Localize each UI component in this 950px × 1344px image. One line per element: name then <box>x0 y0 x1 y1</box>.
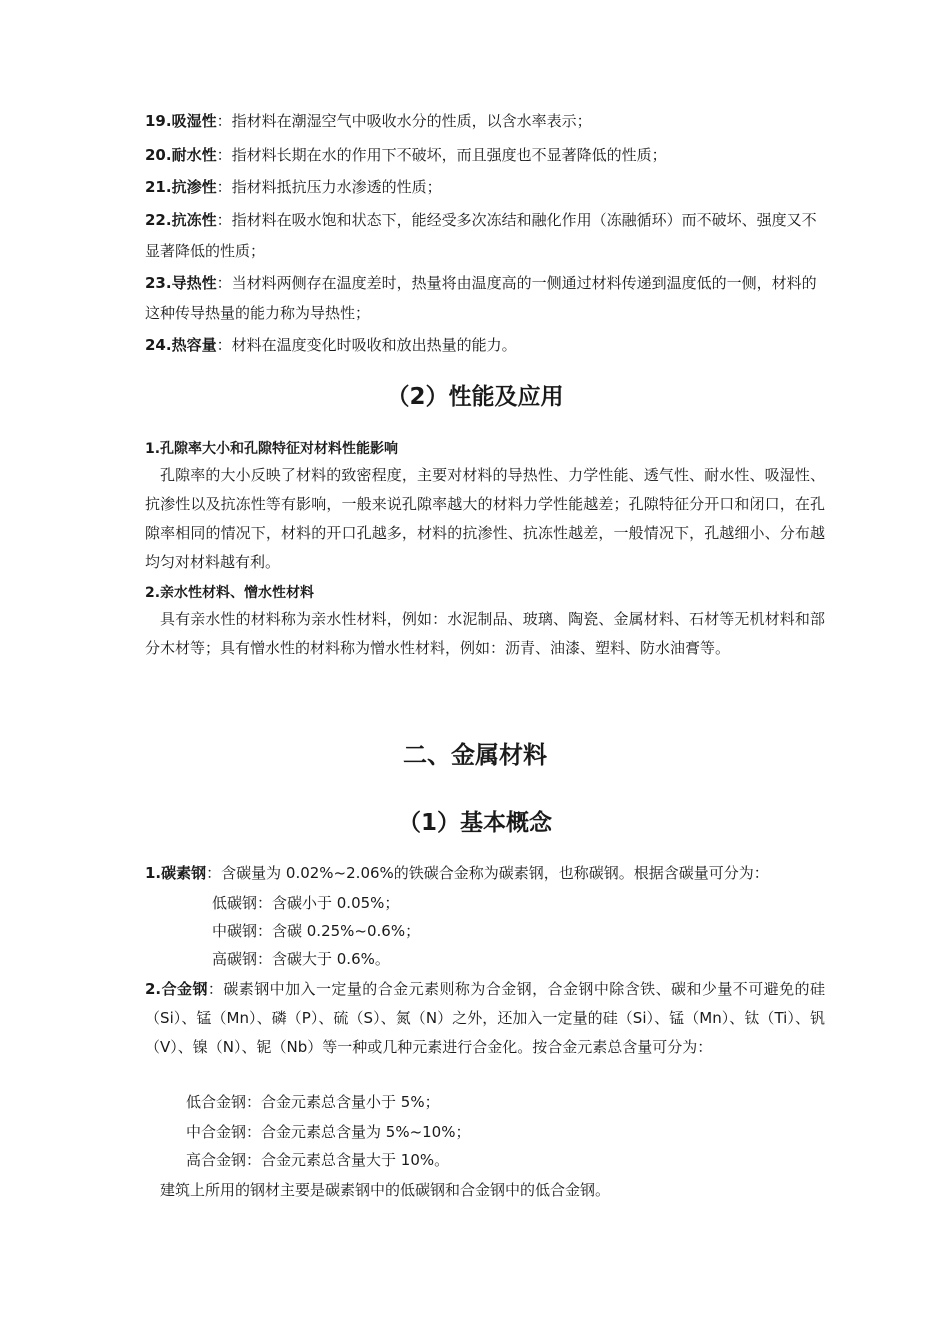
definition-text: ：当材料两侧存在温度差时，热量将由温度高的一侧通过材料传递到温度低的一侧，材料的这种传导热量的能力称为导热性； <box>145 274 817 322</box>
definition-term: 24.热容量 <box>145 336 217 354</box>
carbon-steel-definition <box>145 859 825 887</box>
definition-text: ：指材料抵抗压力水渗透的性质； <box>216 178 442 196</box>
definition-term: 22.抗冻性 <box>145 211 217 229</box>
carbon-low-item: 低碳钢：含碳小于 0.05%； <box>212 894 400 912</box>
carbon-mid-item: 中碳钢：含碳 0.25%~0.6%； <box>212 922 421 940</box>
hydrophilic-paragraph: 具有亲水性的材料称为亲水性材料，例如：水泥制品、玻璃、陶瓷、金属材料、石材等无机材料和部分木材等；具有憎水性的材料称为憎水性材料，例如：沥青、油漆、塑料、防水油膏等。 <box>145 610 825 657</box>
alloy-high-item: 高合金钢：合金元素总含量大于 10%。 <box>186 1151 450 1169</box>
alloy-mid-item: 中合金钢：合金元素总含量为 5%~10%； <box>186 1123 471 1141</box>
definition-text: ：指材料长期在水的作用下不破坏，而且强度也不显著降低的性质； <box>216 146 667 164</box>
section-title-performance: （2）性能及应用 <box>386 384 564 410</box>
definition-term: 20.耐水性 <box>145 146 217 164</box>
definition-20 <box>145 141 825 169</box>
definition-text: ：指材料在吸水饱和状态下，能经受多次冻结和融化作用（冻融循环）而不破坏、强度又不显著降低的性质； <box>145 211 817 260</box>
alloy-steel-text: ：碳素钢中加入一定量的合金元素则称为合金钢，合金钢中除含铁、碳和少量不可避免的硅（Si）、锰（Mn）、磷（P）、硫（S）、氮（N）之外，还加入一定量的硅（Si）、锰（Mn）、钛（Ti）、钒（V）、镍（N）、铌（Nb）等一种或几种元素进行合金化。按合金元素总含量可分为： <box>145 980 825 1056</box>
definition-21 <box>145 173 825 201</box>
carbon-high-item: 高碳钢：含碳大于 0.6%。 <box>212 950 390 968</box>
closing-sentence: 建筑上所用的钢材主要是碳素钢中的低碳钢和合金钢中的低合金钢。 <box>160 1181 611 1199</box>
alloy-steel-term: 2.合金钢 <box>145 980 208 998</box>
alloy-low-item: 低合金钢：合金元素总含量小于 5%； <box>186 1093 440 1111</box>
hydrophilic-heading: 2.亲水性材料、憎水性材料 <box>145 585 315 601</box>
definition-text: ：材料在温度变化时吸收和放出热量的能力。 <box>216 336 517 354</box>
definition-24 <box>145 331 825 359</box>
pore-heading: 1.孔隙率大小和孔隙特征对材料性能影响 <box>145 441 399 457</box>
section-title-basic: （1）基本概念 <box>397 810 552 836</box>
alloy-steel-definition <box>145 975 825 1062</box>
definition-term: 19.吸湿性 <box>145 112 217 130</box>
pore-paragraph: 孔隙率的大小反映了材料的致密程度，主要对材料的导热性、力学性能、透气性、耐水性、吸湿性、抗渗性以及抗冻性等有影响，一般来说孔隙率越大的材料力学性能越差；孔隙特征分开口和闭口，在孔隙率相同的情况下，材料的开口孔越多，材料的抗渗性、抗冻性越差，一般情况下，孔越细小、分布越均匀对材料越有利。 <box>145 466 825 571</box>
definition-text: ：指材料在潮湿空气中吸收水分的性质，以含水率表示； <box>216 112 592 130</box>
definition-19 <box>145 107 825 135</box>
carbon-steel-text: ：含碳量为 0.02%~2.06%的铁碳合金称为碳素钢，也称碳钢。根据含碳量可分为： <box>206 864 769 882</box>
definition-term: 21.抗渗性 <box>145 178 217 196</box>
chapter-title: 二、金属材料 <box>403 741 547 769</box>
definition-term: 23.导热性 <box>145 274 217 292</box>
definition-22 <box>145 205 825 267</box>
carbon-steel-term: 1.碳素钢 <box>145 864 207 882</box>
definition-23 <box>145 268 825 328</box>
